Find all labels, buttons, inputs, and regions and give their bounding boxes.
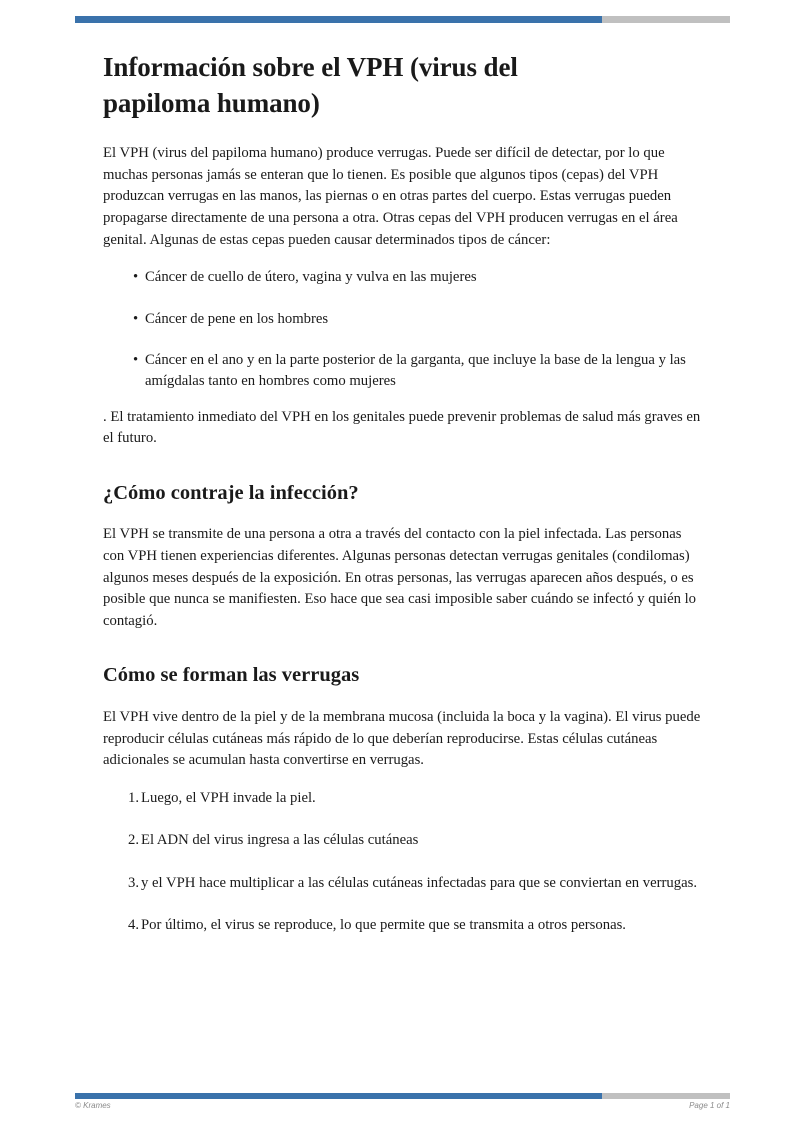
list-item — [103, 830, 703, 851]
section-paragraph-como-se-forman: El VPH vive dentro de la piel y de la membrana mucosa (incluida la boca y la vagina). El virus puede reproducir células cutáneas más rápido de lo que deberían reproducirse. Estas células cutáneas adicionales se acumulan hasta convertirse en verrugas. — [103, 709, 701, 769]
header-rule-blue-segment — [75, 16, 602, 23]
bullet-icon: • — [133, 310, 139, 327]
section-paragraph-como-contraje: El VPH se transmite de una persona a otra a través del contacto con la piel infectada. Las personas con VPH tienen experiencias diferentes. Algunas personas detectan verrugas genitales (condilomas) algunos meses después de la exposición. En otras personas, las verrugas aparecen años después, o es posible que nunca se manifiesten. Eso hace que sea casi imposible saber cuándo se infectó y quién lo contagió. — [103, 526, 697, 629]
list-item-number: 2. — [128, 832, 140, 849]
post-list-paragraph: . El tratamiento inmediato del VPH en los genitales puede prevenir problemas de salud más graves en el futuro. — [103, 408, 701, 447]
header-rule-gray-segment — [602, 16, 730, 23]
header-rule — [75, 16, 730, 23]
page-title: Información sobre el VPH (virus del papiloma humano) — [103, 52, 518, 118]
list-item — [103, 309, 703, 330]
page-footer — [75, 1101, 730, 1110]
footer-rule-gray-segment — [602, 1093, 730, 1099]
list-item-number: 4. — [128, 916, 140, 933]
page-number: Page 1 of 1 — [689, 1101, 730, 1110]
footer-rule — [75, 1093, 730, 1099]
footer-rule-blue-segment — [75, 1093, 602, 1099]
cancer-types-list — [103, 267, 703, 392]
warts-formation-steps-list — [103, 788, 703, 936]
list-item-label: El ADN del virus ingresa a las células cutáneas — [141, 832, 419, 849]
bullet-icon: • — [133, 351, 139, 368]
list-item-number: 3. — [128, 874, 140, 891]
list-item — [103, 350, 703, 393]
list-item-label: y el VPH hace multiplicar a las células cutáneas infectadas para que se conviertan en verrugas. — [141, 874, 697, 891]
bullet-icon: • — [133, 269, 139, 286]
copyright-notice: © Krames — [75, 1101, 111, 1110]
intro-paragraph: El VPH (virus del papiloma humano) produce verrugas. Puede ser difícil de detectar, por lo que muchas personas jamás se enteran que lo tienen. Es posible que algunos tipos (cepas) del VPH produzcan verrugas en las manos, las piernas o en otras partes del cuerpo. Estas verrugas pueden propagarse directamente de una persona a otra. Otras cepas del VPH producen verrugas en el área genital. Algunas de estas cepas pueden causar determinados tipos de cáncer: — [103, 145, 678, 248]
section-heading-como-contraje: ¿Cómo contraje la infección? — [103, 481, 359, 504]
section-heading-como-se-forman: Cómo se forman las verrugas — [103, 664, 360, 687]
list-item-number: 1. — [128, 789, 140, 806]
list-item — [103, 915, 703, 936]
list-item-label: Cáncer de pene en los hombres — [145, 310, 329, 327]
list-item-label: Cáncer en el ano y en la parte posterior de la garganta, que incluye la base de la lengua y las amígdalas tanto en hombres como mujeres — [145, 351, 686, 390]
document-body — [103, 50, 703, 957]
list-item — [103, 788, 703, 809]
list-item — [103, 873, 703, 894]
list-item-label: Cáncer de cuello de útero, vagina y vulva en las mujeres — [145, 269, 477, 286]
list-item-label: Por último, el virus se reproduce, lo que permite que se transmita a otros personas. — [141, 916, 626, 933]
list-item-label: Luego, el VPH invade la piel. — [141, 789, 316, 806]
list-item — [103, 267, 703, 288]
